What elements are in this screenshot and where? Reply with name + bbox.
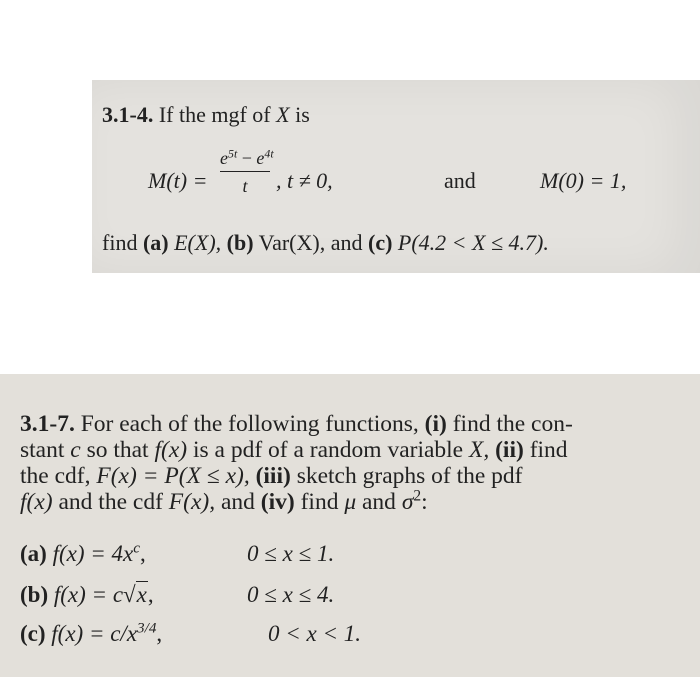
problem-number: 3.1-7. [20, 411, 75, 437]
statement-line-4: f(x) and the cdf F(x), and (iv) find μ and $\sigma^2$: [20, 487, 428, 515]
variable-x: X [276, 102, 290, 127]
part-c-domain: 0 < x < 1. [268, 621, 361, 646]
problem-number: 3.1-4. [102, 102, 154, 127]
part-b-label: (b) [226, 230, 254, 255]
is-text: is [295, 102, 310, 127]
part-c-label: (c) [368, 230, 393, 255]
part-b-function: (b) f(x) = c√x, [20, 582, 154, 607]
find-line: find (a) E(X), (b) Var(X), and (c) P(4.2 < X ≤ 4.7). [102, 230, 549, 255]
statement-line-2: stant c so that f(x) is a pdf of a random variable X, (ii) find [20, 437, 568, 463]
fraction-denominator: t [242, 176, 248, 196]
condition-t: , t ≠ 0, [276, 168, 333, 193]
fraction-bar [220, 171, 270, 172]
part-a-expr: E(X), [174, 230, 222, 255]
part-c-expr: P(4.2 < X ≤ 4.7). [397, 230, 549, 255]
part-a-domain: 0 ≤ x ≤ 1. [247, 541, 335, 566]
mgf-lhs: M(t) = [148, 168, 208, 193]
problem-3-1-4-card [92, 80, 700, 273]
problem-heading [102, 102, 310, 128]
problem-3-1-7-card [0, 374, 700, 677]
fraction-numerator: $e^{5t} - e^{4t}$ [220, 146, 274, 168]
statement-line-1: 3.1-7. For each of the following functions, (i) find the con- [20, 411, 573, 437]
part-c-function: (c) $f(x) = c/x^{3/4}$, [20, 619, 163, 646]
m0-equation: M(0) = 1, [540, 168, 627, 193]
part-b-domain: 0 ≤ x ≤ 4. [247, 582, 335, 607]
part-a-function: (a) $f(x) = 4x^c$, [20, 539, 146, 566]
mgf-fraction [220, 146, 274, 197]
and-text: and [444, 168, 476, 193]
problem-intro: If the mgf of [158, 102, 271, 127]
part-b-expr: Var(X), and [258, 230, 363, 255]
statement-line-3: the cdf, F(x) = P(X ≤ x), (iii) sketch graphs of the pdf [20, 463, 523, 489]
part-a-label: (a) [142, 230, 169, 255]
problem-statement [20, 411, 685, 515]
